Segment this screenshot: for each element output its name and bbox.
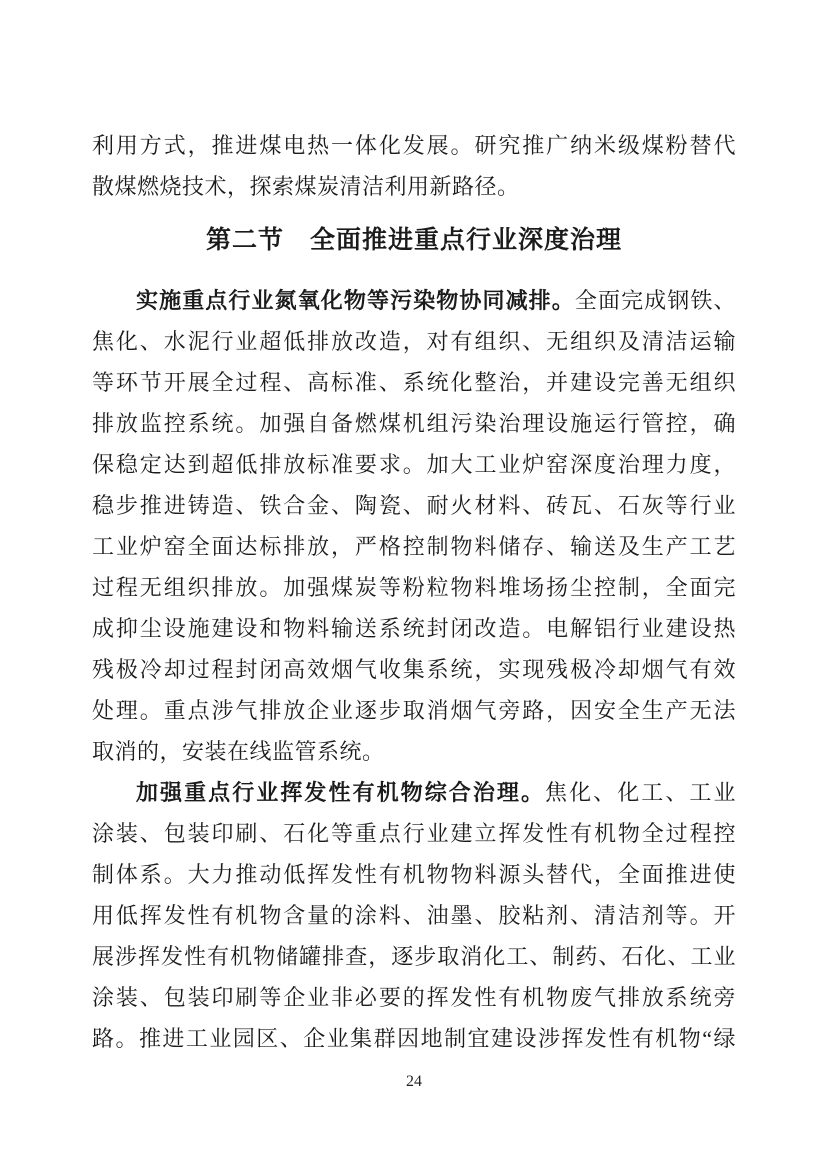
text-line: 保稳定达到超低排放标准要求。加大工业炉窑深度治理力度， [92,452,736,477]
text-line: 过程无组织排放。加强煤炭等粉粒物料堆场扬尘控制，全面完 [92,575,736,600]
paragraph-voc-treatment [92,772,736,1059]
text-line: 焦化、水泥行业超低排放改造，对有组织、无组织及清洁运输 [92,329,736,354]
page-number: 24 [406,1073,422,1090]
text-line: 用低挥发性有机物含量的涂料、油墨、胶粘剂、清洁剂等。开 [92,903,736,928]
paragraph-continuation [92,125,736,207]
text-line: 涂装、包装印刷、石化等重点行业建立挥发性有机物全过程控 [92,821,736,846]
bold-lead-sentence: 实施重点行业氮氧化物等污染物协同减排。 [136,288,575,313]
text-line: 制体系。大力推动低挥发性有机物物料源头替代，全面推进使 [92,862,736,887]
section-heading: 第二节 全面推进重点行业深度治理 [205,227,622,254]
text-line: 残极冷却过程封闭高效烟气收集系统，实现残极冷却烟气有效 [92,657,736,682]
text-line: 加强重点行业挥发性有机物综合治理。焦化、化工、工业 [136,780,736,805]
text-line: 处理。重点涉气排放企业逐步取消烟气旁路，因安全生产无法 [92,698,736,723]
paragraph-nox-co-reduction [92,280,736,772]
text-line: 等环节开展全过程、高标准、系统化整治，并建设完善无组织 [92,370,736,395]
text-line: 稳步推进铸造、铁合金、陶瓷、耐火材料、砖瓦、石灰等行业 [92,493,736,518]
text-line: 涂装、包装印刷等企业非必要的挥发性有机物废气排放系统旁 [92,985,736,1010]
text-line: 利用方式，推进煤电热一体化发展。研究推广纳米级煤粉替代 [92,133,736,158]
text-line: 散煤燃烧技术，探索煤炭清洁利用新路径。 [92,174,520,199]
text-line: 路。推进工业园区、企业集群因地制宜建设涉挥发性有机物“绿 [92,1026,736,1051]
bold-lead-sentence: 加强重点行业挥发性有机物综合治理。 [136,780,546,805]
text-line: 成抑尘设施建设和物料输送系统封闭改造。电解铝行业建设热 [92,616,736,641]
text-line: 展涉挥发性有机物储罐排查，逐步取消化工、制药、石化、工业 [92,944,736,969]
text-line: 实施重点行业氮氧化物等污染物协同减排。全面完成钢铁、 [136,288,736,313]
text-line: 取消的，安装在线监管系统。 [92,739,385,764]
text-line: 工业炉窑全面达标排放，严格控制物料储存、输送及生产工艺 [92,534,736,559]
text-line: 排放监控系统。加强自备燃煤机组污染治理设施运行管控，确 [92,411,736,436]
